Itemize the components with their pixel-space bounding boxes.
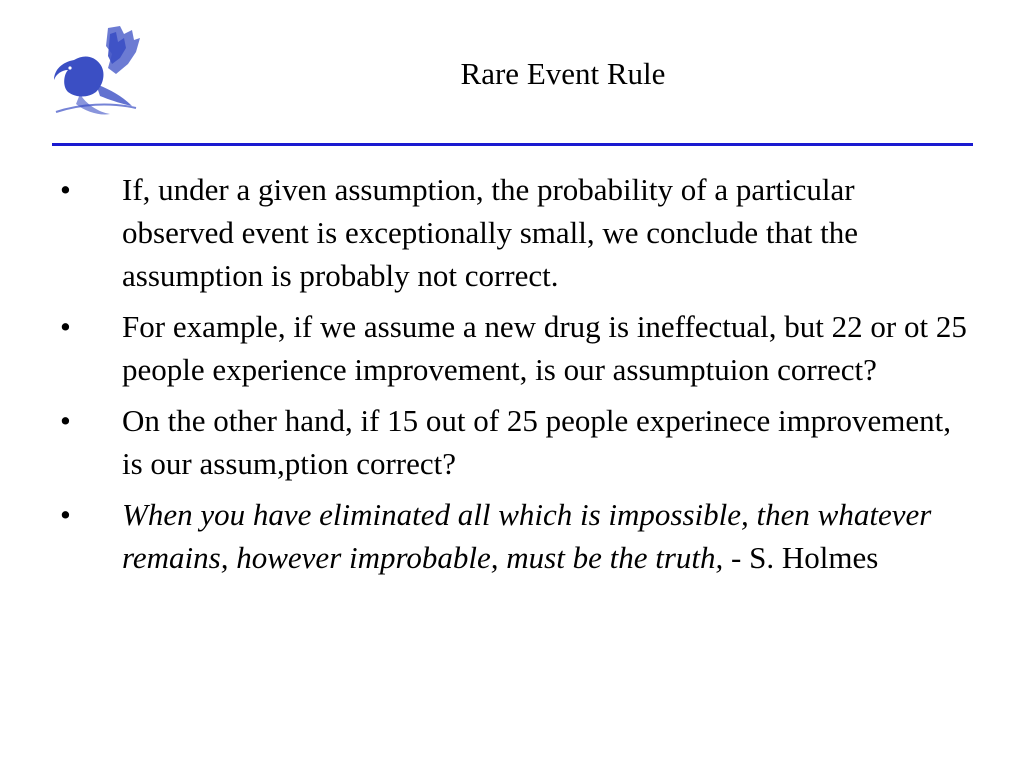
quote-dash: -: [723, 540, 750, 575]
bullet-marker: •: [60, 403, 71, 438]
bullet-item: [52, 305, 972, 391]
bullet-text: On the other hand, if 15 out of 25 people experinece improvement, is our assum,ption correct?: [122, 403, 951, 481]
bullet-list: [52, 168, 972, 587]
bullet-item: [52, 168, 972, 297]
quote-author-initial: S.: [749, 540, 775, 575]
bullet-text: If, under a given assumption, the probability of a particular observed event is exceptionally small, we conclude that the assumption is probably not correct.: [122, 172, 859, 293]
bullet-item-quote: [52, 493, 972, 579]
bullet-marker: •: [60, 497, 71, 532]
quote-author-name: Holmes: [774, 540, 879, 575]
title-divider: [52, 143, 973, 146]
holmes-quote: When you have eliminated all which is impossible, then whatever remains, however improbable, must be the truth,: [122, 497, 932, 575]
bullet-text: For example, if we assume a new drug is ineffectual, but 22 or ot 25 people experience improvement, is our assumptuion correct?: [122, 309, 967, 387]
bullet-marker: •: [60, 309, 71, 344]
bullet-item: [52, 399, 972, 485]
bullet-marker: •: [60, 172, 71, 207]
slide-title: Rare Event Rule: [460, 56, 666, 91]
